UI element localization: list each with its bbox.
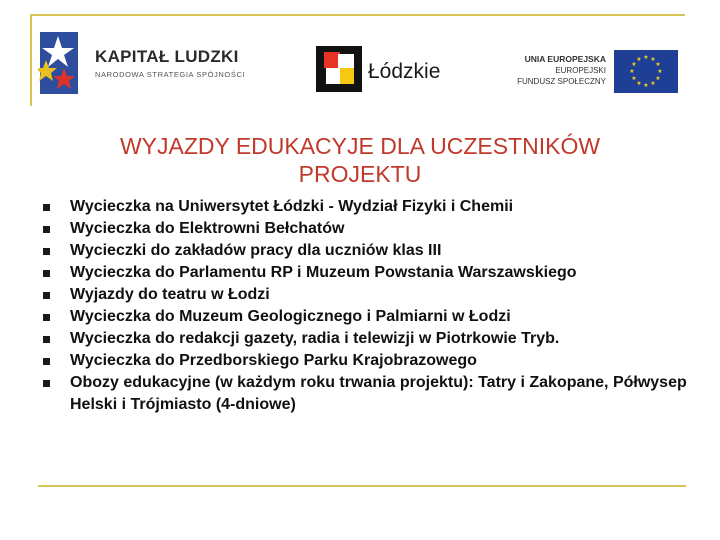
list-item-text: Wycieczka na Uniwersytet Łódzki - Wydział Fizyki i Chemii	[70, 198, 514, 215]
slide-title	[60, 132, 660, 188]
square-bullet-icon	[43, 204, 50, 211]
svg-text:★: ★	[650, 56, 656, 63]
svg-text:★: ★	[636, 56, 642, 63]
list-item	[40, 306, 690, 328]
eu-line-2: EUROPEJSKI	[555, 66, 606, 75]
frame-bottom-line	[38, 485, 686, 487]
list-item	[40, 350, 690, 372]
trip-list	[40, 196, 690, 416]
list-item	[40, 262, 690, 284]
frame-top-line	[30, 14, 685, 16]
svg-text:★: ★	[655, 75, 661, 82]
kapital-ludzki-logo	[38, 24, 246, 106]
svg-text:★: ★	[643, 82, 649, 89]
list-item-text: Obozy edukacyjne (w każdym roku trwania projektu): Tatry i Zakopane, Półwysep Helski i Trójmiasto (4-dniowe)	[70, 374, 687, 413]
list-item-text: Wycieczki do zakładów pracy dla uczniów klas III	[70, 242, 442, 259]
slide-title-line-2: PROJEKTU	[298, 161, 422, 187]
eu-line-3: FUNDUSZ SPOŁECZNY	[517, 77, 606, 86]
list-item-text: Wyjazdy do teatru w Łodzi	[70, 286, 270, 303]
svg-text:★: ★	[657, 68, 663, 75]
list-item	[40, 328, 690, 350]
kapital-ludzki-title: KAPITAŁ LUDZKI	[95, 47, 239, 66]
lodzkie-logo	[316, 46, 466, 96]
list-item	[40, 196, 690, 218]
list-item-text: Wycieczka do Elektrowni Bełchatów	[70, 220, 345, 237]
list-item	[40, 240, 690, 262]
slide-title-line-1: WYJAZDY EDUKACYJE DLA UCZESTNIKÓW	[119, 133, 601, 159]
svg-text:★: ★	[650, 80, 656, 87]
square-bullet-icon	[43, 336, 50, 343]
square-bullet-icon	[43, 314, 50, 321]
logo-band	[38, 24, 678, 106]
square-bullet-icon	[43, 380, 50, 387]
lodzkie-mark-icon	[316, 46, 362, 92]
list-item	[40, 218, 690, 240]
list-item-text: Wycieczka do Przedborskiego Parku Krajobrazowego	[70, 352, 477, 369]
svg-text:★: ★	[643, 54, 649, 61]
list-item-text: Wycieczka do Parlamentu RP i Muzeum Powstania Warszawskiego	[70, 264, 577, 281]
kapital-ludzki-subtitle: NARODOWA STRATEGIA SPÓJNOŚCI	[95, 70, 246, 79]
lodzkie-name: Łódzkie	[368, 60, 441, 83]
eu-line-1: UNIA EUROPEJSKA	[524, 54, 606, 64]
list-item	[40, 372, 690, 416]
square-bullet-icon	[43, 358, 50, 365]
svg-text:★: ★	[655, 61, 661, 68]
square-bullet-icon	[43, 292, 50, 299]
eu-caption	[516, 54, 606, 87]
list-item	[40, 284, 690, 306]
frame-left-line	[30, 14, 32, 106]
svg-text:★: ★	[631, 61, 637, 68]
svg-text:★: ★	[636, 80, 642, 87]
square-bullet-icon	[43, 226, 50, 233]
list-item-text: Wycieczka do redakcji gazety, radia i telewizji w Piotrkowie Tryb.	[70, 330, 560, 347]
square-bullet-icon	[43, 248, 50, 255]
list-item-text: Wycieczka do Muzeum Geologicznego i Palmiarni w Łodzi	[70, 308, 511, 325]
svg-text:★: ★	[629, 68, 635, 75]
svg-text:★: ★	[631, 75, 637, 82]
kapital-ludzki-emblem-icon	[38, 30, 80, 96]
square-bullet-icon	[43, 270, 50, 277]
eu-flag-icon	[614, 50, 678, 93]
